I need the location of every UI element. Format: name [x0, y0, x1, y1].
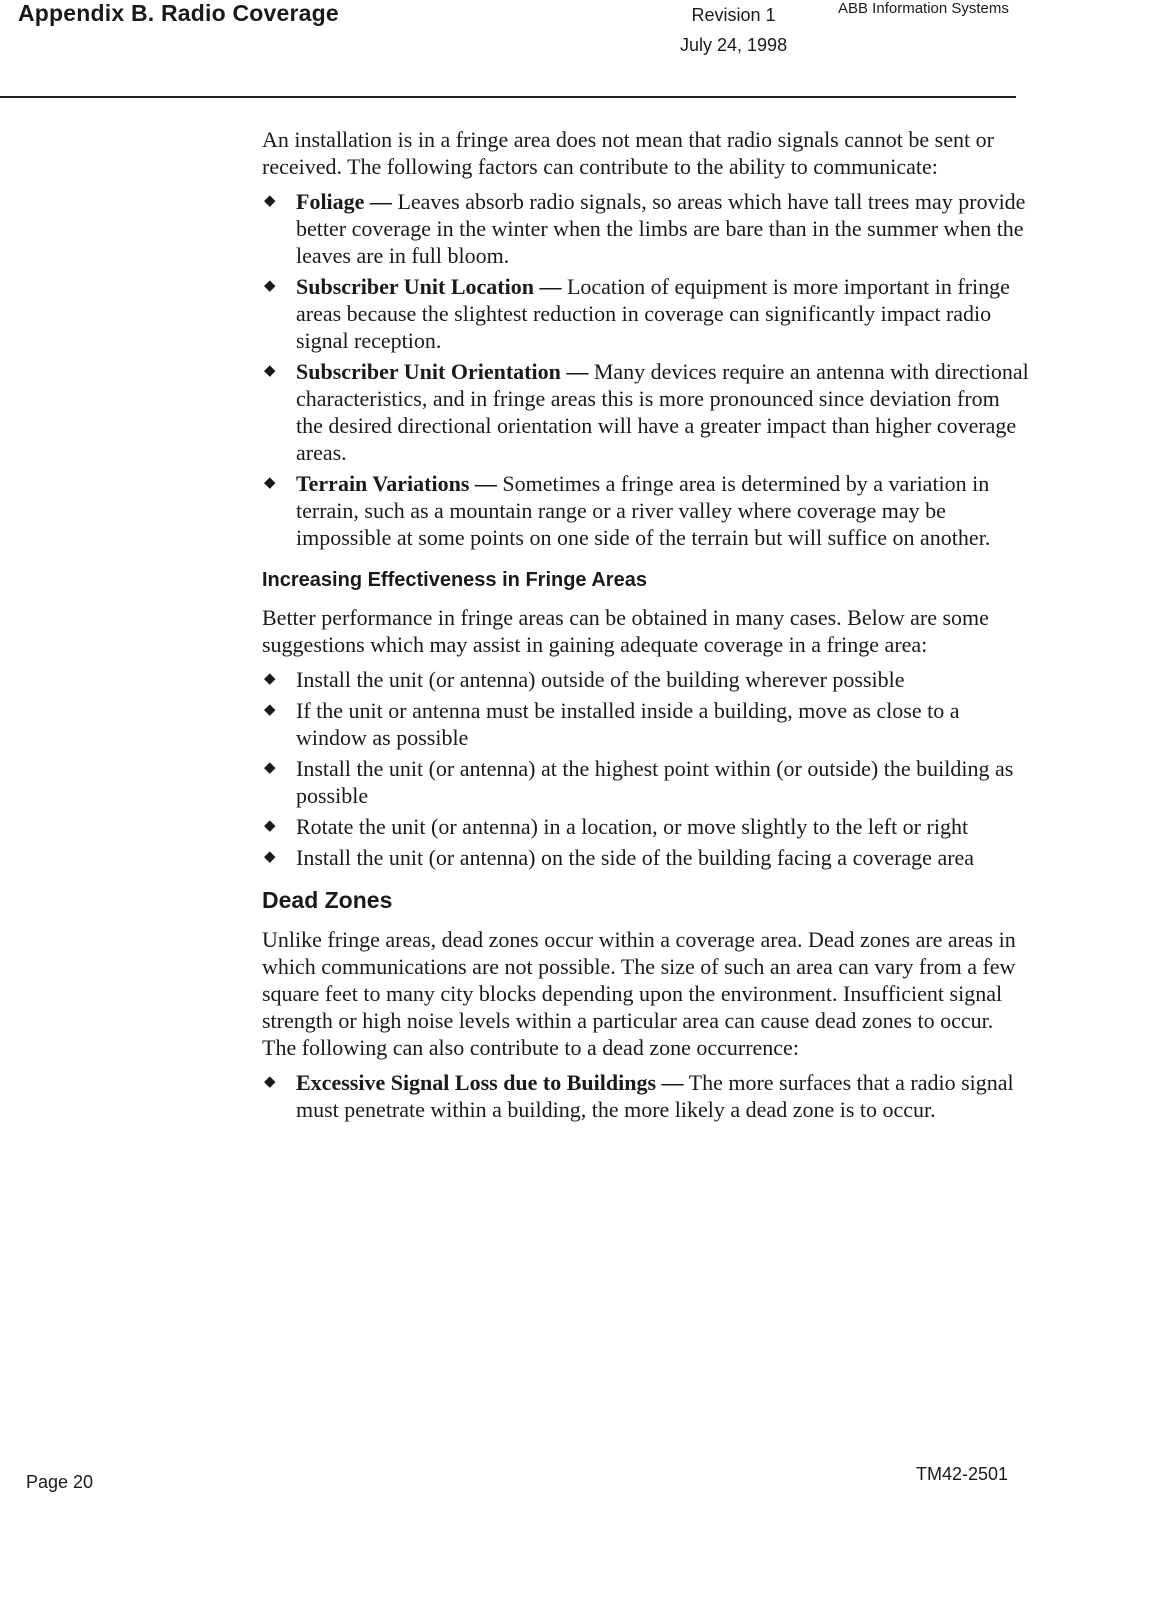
- company-name: ABB Information Systems: [838, 0, 1009, 17]
- list-item: [262, 358, 1032, 466]
- diamond-bullet-icon: ◆: [264, 363, 276, 379]
- diamond-bullet-icon: ◆: [264, 278, 276, 294]
- factor-term: Excessive Signal Loss due to Buildings —: [296, 1070, 684, 1095]
- suggestion-list: [262, 666, 1032, 871]
- diamond-bullet-icon: ◆: [264, 475, 276, 491]
- list-item: [262, 844, 1032, 871]
- factor-list: [262, 188, 1032, 551]
- list-item: [262, 1069, 1032, 1123]
- factor-text: Many devices require an antenna with directional characteristics, and in fringe areas this is more pronounced since deviation from the desired directional orientation will have a greater impact than higher coverage areas.: [296, 359, 1029, 465]
- list-item: [262, 273, 1032, 354]
- factor-text: The more surfaces that a radio signal must penetrate within a building, the more likely a dead zone is to occur.: [296, 1070, 1014, 1122]
- dead-zones-paragraph: Unlike fringe areas, dead zones occur within a coverage area. Dead zones are areas in which communications are not possible. The size of such an area can vary from a few square feet to many city blocks depending upon the environment. Insufficient signal strength or high noise levels within a particular area can cause dead zones to occur. The following can also contribute to a dead zone occurrence:: [262, 927, 1016, 1060]
- diamond-bullet-icon: ◆: [264, 760, 276, 776]
- revision-label: Revision 1: [691, 5, 776, 25]
- list-item: [262, 755, 1032, 809]
- list-item: [262, 666, 1032, 693]
- section-title: Appendix B. Radio Coverage: [18, 0, 339, 26]
- factor-term: Terrain Variations —: [296, 471, 497, 496]
- factor-term: Subscriber Unit Location —: [296, 274, 562, 299]
- diamond-bullet-icon: ◆: [264, 702, 276, 718]
- dead-zone-factor-list: [262, 1069, 1032, 1123]
- factor-text: Location of equipment is more important in fringe areas because the slightest reduction in coverage can significantly impact radio signal reception.: [296, 274, 1010, 353]
- diamond-bullet-icon: ◆: [264, 193, 276, 209]
- suggestion-text: Install the unit (or antenna) outside of the building wherever possible: [296, 667, 905, 692]
- factor-term: Subscriber Unit Orientation —: [296, 359, 589, 384]
- list-item: [262, 470, 1032, 551]
- suggestion-text: Install the unit (or antenna) on the side of the building facing a coverage area: [296, 845, 975, 870]
- diamond-bullet-icon: ◆: [264, 671, 276, 687]
- page-number: Page 20: [26, 1472, 94, 1492]
- factor-term: Foliage —: [296, 189, 392, 214]
- diamond-bullet-icon: ◆: [264, 1074, 276, 1090]
- list-item: [262, 813, 1032, 840]
- dead-zones-heading: Dead Zones: [262, 887, 393, 913]
- revision-block: [680, 0, 787, 60]
- factor-text: Sometimes a fringe area is determined by a variation in terrain, such as a mountain range or a river valley where coverage may be impossible at some points on one side of the terrain but will suffice on another.: [296, 471, 991, 550]
- header-divider: [0, 96, 1016, 98]
- list-item: [262, 697, 1032, 751]
- suggestion-text: If the unit or antenna must be installed inside a building, move as close to a window as possible: [296, 698, 960, 750]
- diamond-bullet-icon: ◆: [264, 818, 276, 834]
- suggestion-text: Install the unit (or antenna) at the highest point within (or outside) the building as possible: [296, 756, 1014, 808]
- main-content: [262, 126, 1032, 1139]
- revision-date: July 24, 1998: [680, 35, 788, 55]
- effectiveness-paragraph: Better performance in fringe areas can be obtained in many cases. Below are some suggestions which may assist in gaining adequate coverage in a fringe area:: [262, 605, 989, 657]
- factor-text: Leaves absorb radio signals, so areas which have tall trees may provide better coverage in the winter when the limbs are bare than in the summer when the leaves are in full bloom.: [296, 189, 1026, 268]
- diamond-bullet-icon: ◆: [264, 849, 276, 865]
- effectiveness-heading: Increasing Effectiveness in Fringe Areas: [262, 569, 647, 591]
- list-item: [262, 188, 1032, 269]
- suggestion-text: Rotate the unit (or antenna) in a location, or move slightly to the left or right: [296, 814, 969, 839]
- intro-paragraph: An installation is in a fringe area does not mean that radio signals cannot be sent or received. The following factors can contribute to the ability to communicate:: [262, 127, 994, 179]
- document-id: TM42-2501: [916, 1464, 1009, 1484]
